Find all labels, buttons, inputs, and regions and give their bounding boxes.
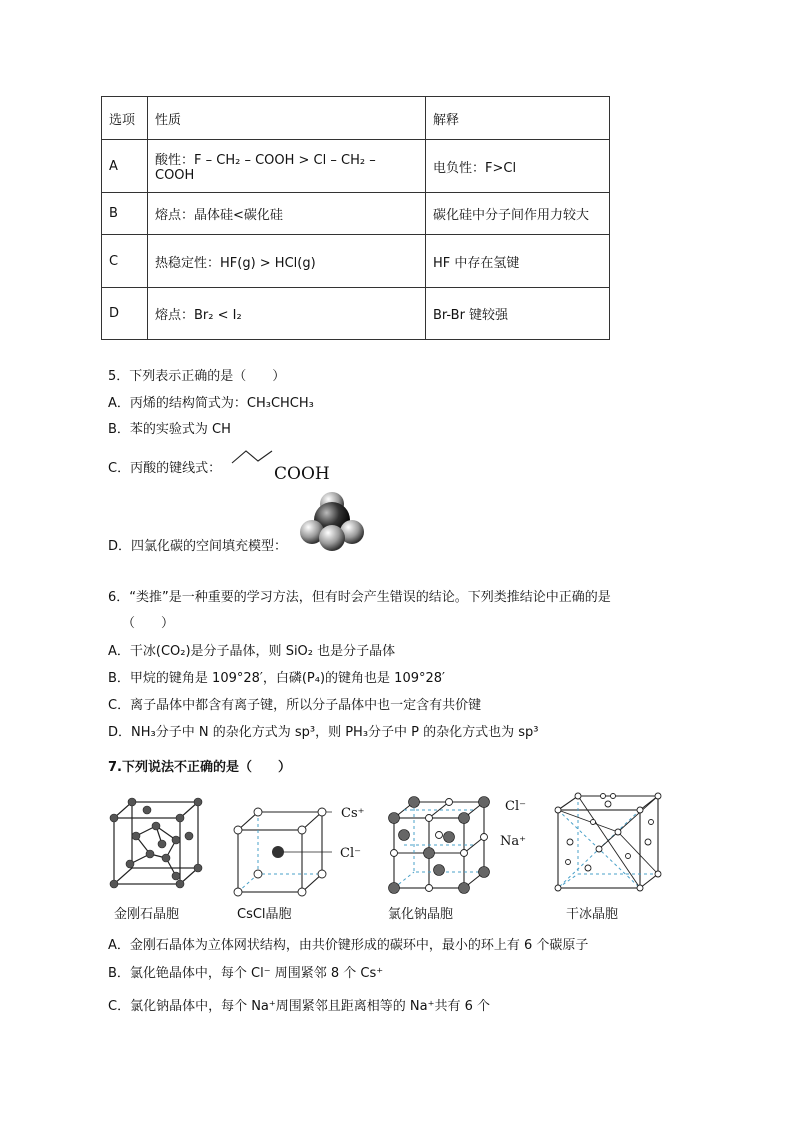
dry-ice-unit-cell-icon xyxy=(548,792,666,896)
caption-diamond: 金刚石晶胞 xyxy=(114,907,180,922)
q7-option-a: A．金刚石晶体为立体网状结构，由共价键形成的碳环中，最小的环上有 6 个碳原子 xyxy=(108,938,589,953)
row-property: 热稳定性：HF(g) > HCl(g) xyxy=(148,235,426,288)
q7-option-c: C．氯化钠晶体中，每个 Na⁺周围紧邻且距离相等的 Na⁺共有 6 个 xyxy=(108,999,490,1014)
q5-option-b: B．苯的实验式为 CH xyxy=(108,422,231,437)
label-cs-ion: Cs⁺ xyxy=(341,806,365,821)
skeletal-formula-icon xyxy=(228,447,278,469)
caption-dry-ice: 干冰晶胞 xyxy=(566,907,619,922)
table-header-row xyxy=(102,97,610,140)
row-option: C xyxy=(102,235,148,288)
caption-nacl: 氯化钠晶胞 xyxy=(388,907,454,922)
q5-stem: 5．下列表示正确的是（ ） xyxy=(108,369,286,384)
row-property: 熔点：Br₂ < I₂ xyxy=(148,288,426,340)
header-option: 选项 xyxy=(102,97,148,140)
caption-cscl: CsCl晶胞 xyxy=(237,907,292,922)
q7-option-b: B．氯化铯晶体中，每个 Cl⁻ 周围紧邻 8 个 Cs⁺ xyxy=(108,966,384,981)
label-na-ion: Na⁺ xyxy=(500,834,526,849)
header-property: 性质 xyxy=(148,97,426,140)
q7-stem: 7.下列说法不正确的是（ ） xyxy=(108,760,291,775)
q6-option-b: B．甲烷的键角是 109°28′，白磷(P₄)的键角也是 109°28′ xyxy=(108,671,445,686)
q5-option-a: A．丙烯的结构简式为：CH₃CHCH₃ xyxy=(108,396,314,411)
label-cl-ion-nacl: Cl⁻ xyxy=(505,799,526,814)
diamond-unit-cell-icon xyxy=(106,796,206,896)
row-explanation: 电负性：F>Cl xyxy=(426,140,610,193)
table-row xyxy=(102,140,610,193)
row-option: D xyxy=(102,288,148,340)
row-option: B xyxy=(102,193,148,235)
row-explanation: HF 中存在氢键 xyxy=(426,235,610,288)
row-explanation: 碳化硅中分子间作用力较大 xyxy=(426,193,610,235)
row-option: A xyxy=(102,140,148,193)
q5-cooh-label: COOH xyxy=(274,464,330,484)
q6-option-d: D．NH₃分子中 N 的杂化方式为 sp³，则 PH₃分子中 P 的杂化方式也为 sp³ xyxy=(108,725,539,740)
row-property: 熔点：晶体硅<碳化硅 xyxy=(148,193,426,235)
q6-stem-bracket: （ ） xyxy=(122,616,175,631)
q6-option-a: A．干冰(CO₂)是分子晶体，则 SiO₂ 也是分子晶体 xyxy=(108,644,396,659)
q5-option-c-label: C．丙酸的键线式： xyxy=(108,461,222,476)
q6-stem: 6．“类推”是一种重要的学习方法，但有时会产生错误的结论。下列类推结论中正确的是 xyxy=(108,590,611,605)
table-row xyxy=(102,235,610,288)
cscl-unit-cell-icon xyxy=(232,806,332,898)
table-row xyxy=(102,288,610,340)
q5-option-d-label: D．四氯化碳的空间填充模型： xyxy=(108,539,288,554)
ccl4-space-filling-model-icon xyxy=(298,490,368,554)
table-row xyxy=(102,193,610,235)
header-explanation: 解释 xyxy=(426,97,610,140)
row-explanation: Br-Br 键较强 xyxy=(426,288,610,340)
options-table xyxy=(101,96,610,340)
label-cl-ion-cscl: Cl⁻ xyxy=(340,846,361,861)
nacl-unit-cell-icon xyxy=(384,796,500,896)
q6-option-c: C．离子晶体中都含有离子键，所以分子晶体中也一定含有共价键 xyxy=(108,698,482,713)
row-property: 酸性：F – CH₂ – COOH > Cl – CH₂ – COOH xyxy=(148,140,426,193)
